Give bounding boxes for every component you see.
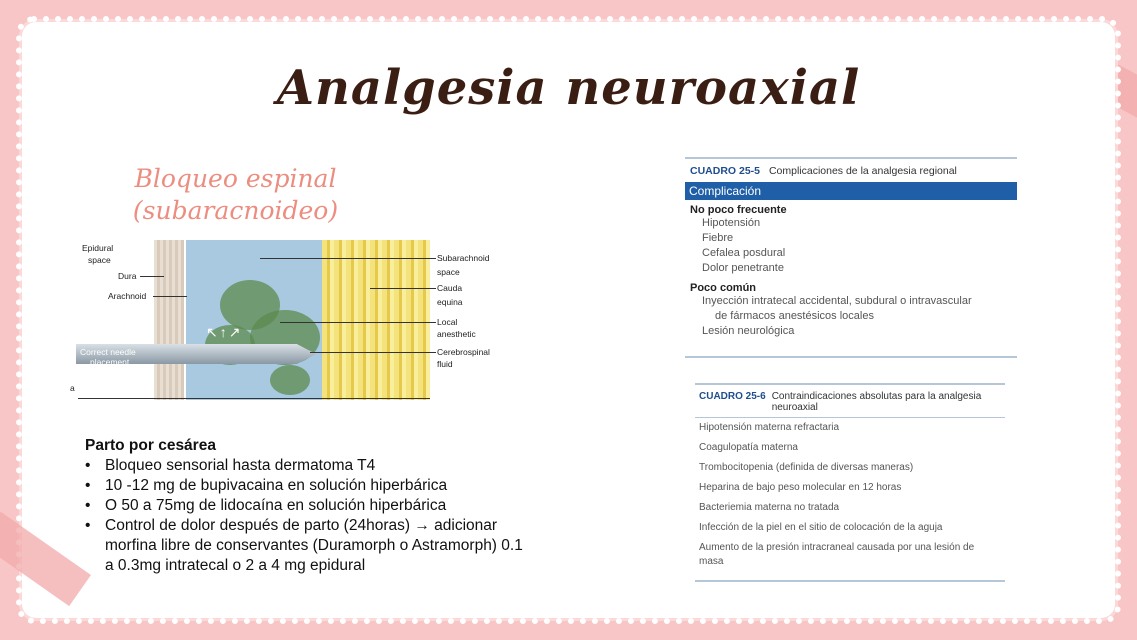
table-row: Trombocitopenia (definida de diversas maneras) [699, 462, 914, 473]
table1-title: Complicaciones de la analgesia regional [768, 165, 957, 177]
list-item: • Control de dolor después de parto (24horas) → adicionar morfina libre de conservantes (Duramorph o Astramorph) 0.1 a 0.3mg intratecal o 2 a 4 mg epidural [105, 516, 525, 576]
label-correct-needle: Correct needle [80, 347, 136, 357]
subtitle-line-1: Bloqueo espinal [134, 164, 337, 193]
cesarean-notes [85, 436, 525, 576]
diffusion-arrows: ↖↑↗ [206, 324, 243, 340]
table1-group-frequent: No poco frecuente [690, 204, 787, 216]
label-epidural: Epidural [82, 243, 114, 253]
label-fluid: fluid [437, 359, 453, 369]
cauda-equina-region [322, 240, 430, 400]
table1-header: Complicación [685, 182, 1017, 200]
table-row: Hipotensión [702, 217, 761, 229]
table-row: Lesión neurológica [702, 325, 795, 337]
table-row: Dolor penetrante [702, 262, 784, 274]
label-subarachnoid-space: space [437, 267, 460, 277]
list-item: • Bloqueo sensorial hasta dermatoma T4 [105, 456, 525, 476]
table2-title: Contraindicaciones absolutas para la analgesia neuroaxial [771, 391, 982, 413]
table-row: Aumento de la presión intracraneal causada por una lesión de masa [699, 542, 975, 567]
table1-group-uncommon: Poco común [690, 282, 757, 294]
spinal-block-illustration [70, 240, 510, 405]
label-anesthetic: anesthetic [437, 329, 476, 339]
content-bullet-list [85, 456, 525, 576]
table-row: Heparina de bajo peso molecular en 12 horas [699, 482, 902, 493]
dura-layer [154, 240, 184, 400]
content-heading: Parto por cesárea [85, 437, 216, 454]
label-epidural-space: space [88, 255, 111, 265]
table-row: Fiebre [702, 232, 734, 244]
table-row: Coagulopatía materna [699, 442, 798, 453]
table-row: Bacteriemia materna no tratada [699, 502, 840, 513]
label-equina: equina [437, 297, 463, 307]
subtitle-line-2: (subaracnoideo) [132, 196, 339, 225]
table2-code: CUADRO 25-6 [699, 391, 766, 402]
label-a: a [70, 383, 75, 393]
table-row: Cefalea posdural [702, 247, 786, 259]
label-local: Local [437, 317, 458, 327]
list-item: • O 50 a 75mg de lidocaína en solución hiperbárica [105, 496, 525, 516]
slide-title: Analgesia neuroaxial [276, 60, 861, 116]
complications-table [685, 157, 1017, 358]
list-item: • 10 -12 mg de bupivacaina en solución hiperbárica [105, 476, 525, 496]
contraindications-table [695, 383, 1005, 582]
table-row: de fármacos anestésicos locales [715, 310, 874, 322]
label-cerebrospinal: Cerebrospinal [437, 347, 490, 357]
label-placement: placement [90, 357, 130, 367]
label-subarachnoid: Subarachnoid [437, 253, 490, 263]
anesthetic-cloud [270, 365, 310, 395]
table-row: Infección de la piel en el sitio de colocación de la aguja [699, 522, 943, 533]
label-arachnoid: Arachnoid [108, 291, 147, 301]
table-row: Inyección intratecal accidental, subdural o intravascular [702, 295, 972, 307]
table-row: Hipotensión materna refractaria [699, 422, 840, 433]
table1-code: CUADRO 25-5 [690, 165, 761, 177]
label-dura: Dura [118, 271, 137, 281]
label-cauda: Cauda [437, 283, 463, 293]
slide-subtitle [108, 163, 363, 227]
